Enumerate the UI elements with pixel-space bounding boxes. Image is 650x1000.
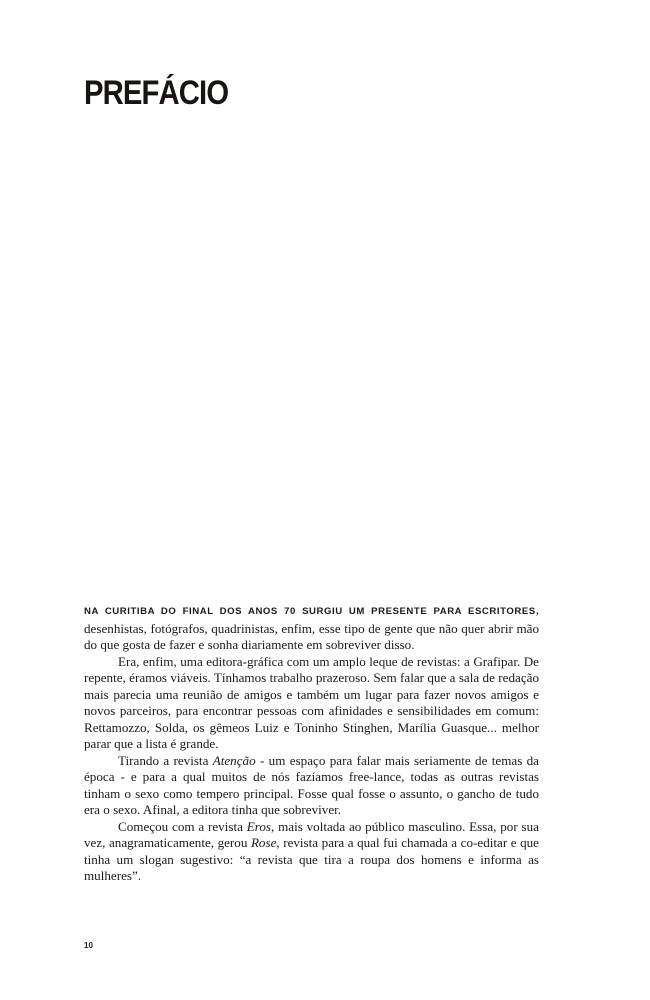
paragraph-3-text-b: - um espaço para falar mais seriamente de temas da época - e para a qual muitos de nós fazíamos free-lance, todas as outras revistas tinham o sexo como tempero principal. Fosse qual fosse o assunto, o gancho de tudo era o sexo. Afinal, a editora tinha que sobreviver. [84, 752, 539, 817]
page-title: PREFÁCIO [84, 74, 229, 112]
paragraph-1-text: , desenhistas, fotógrafos, quadrinistas, enfim, esse tipo de gente que não quer abrir mão do que gosta de fazer e sonha diariamente em sobreviver disso. [84, 602, 539, 652]
paragraph-3 [84, 753, 539, 819]
paragraph-4-text-a: Começou com a revista [118, 818, 247, 834]
paragraph-3-text-a: Tirando a revista [118, 752, 213, 768]
page-number: 10 [84, 941, 93, 950]
magazine-title-atencao: Atenção [212, 752, 256, 768]
paragraph-4-text-b: , mais voltada ao público masculino. Essa, por sua vez, anagramaticamente, gerou [84, 818, 539, 850]
paragraph-4 [84, 819, 539, 885]
paragraph-1 [84, 602, 539, 654]
magazine-title-rose: Rose [250, 835, 277, 850]
paragraph-4-text-c: , revista para a qual fui chamada a co-editar e que tinha um slogan sugestivo: “a revista que tira a roupa dos homens e informa as mulheres”. [84, 835, 539, 883]
preface-body [84, 602, 539, 885]
magazine-title-eros: Eros [246, 818, 271, 834]
paragraph-2: Era, enfim, uma editora-gráfica com um amplo leque de revistas: a Grafipar. De repente, éramos viáveis. Tínhamos trabalho prazeroso. Sem falar que a sala de redação mais parecia uma reunião de amigos e também um lugar para fazer novos amigos e novos parceiros, para encontrar pessoas com afinidades e sensibilidades em comum: Rettamozzo, Solda, os gêmeos Luiz e Toninho Stinghen, Marília Guasque... melhor parar que a lista é grande. [84, 653, 539, 751]
lead-in-caps: NA CURITIBA DO FINAL DOS ANOS 70 SURGIU UM PRESENTE PARA ESCRITORES [84, 606, 536, 617]
